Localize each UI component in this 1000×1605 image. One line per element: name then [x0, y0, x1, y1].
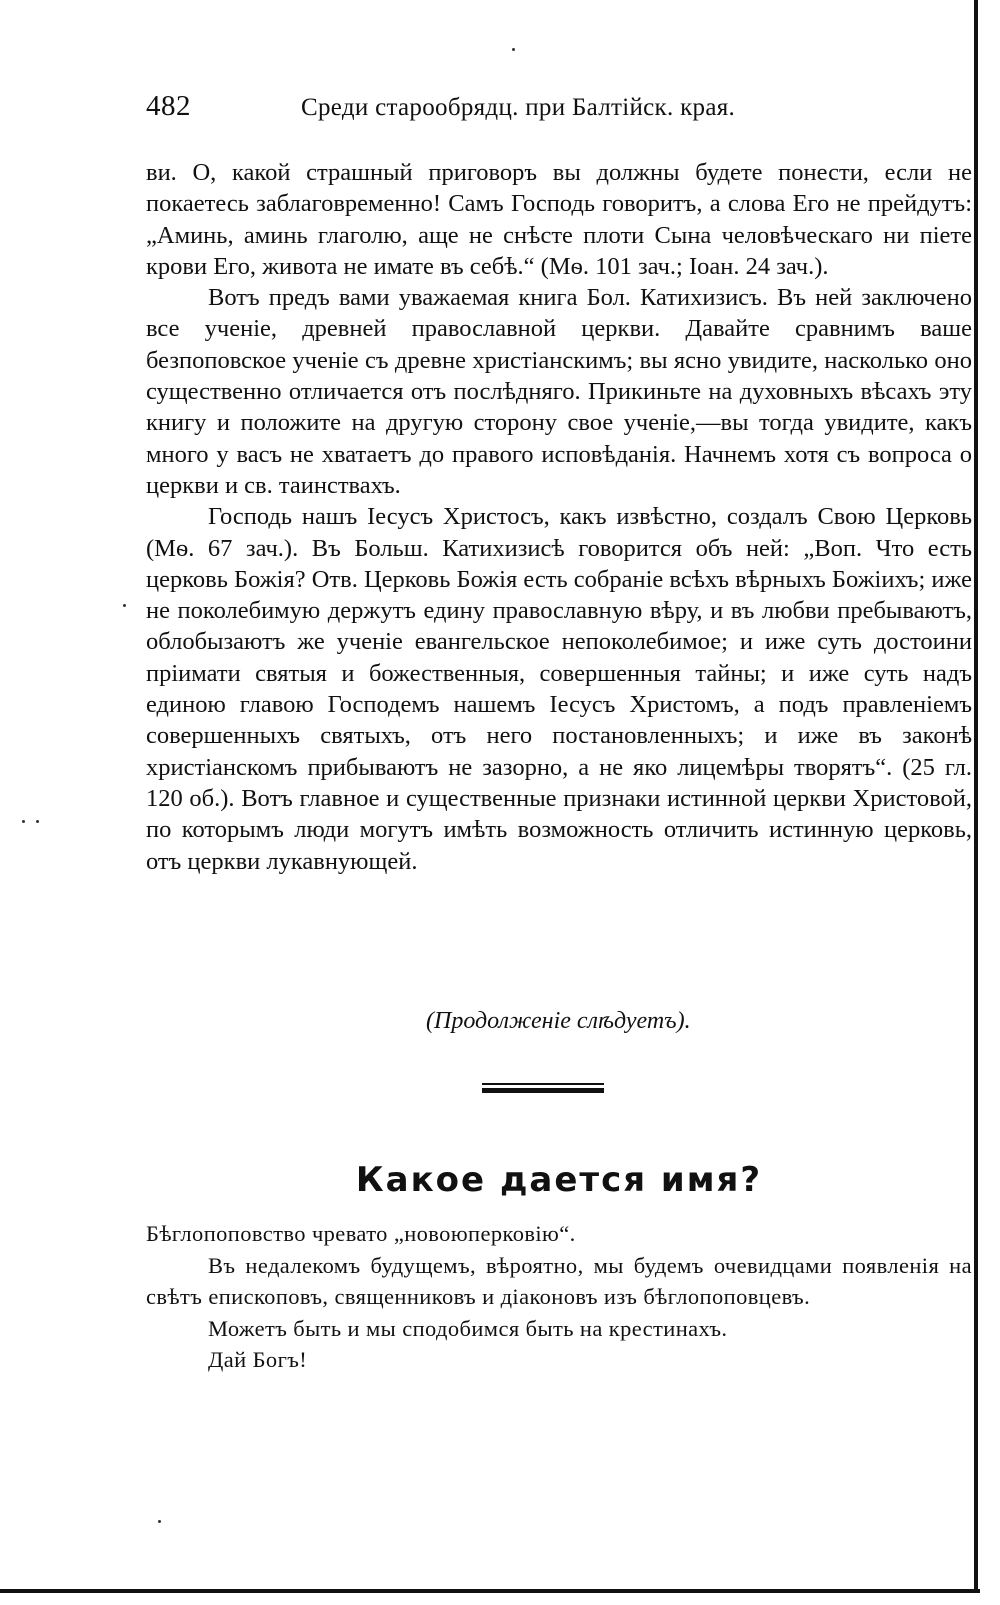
body-paragraph: ви. О, какой страшный приговоръ вы должны будете понести, если не покаетесь заблаговременно! Самъ Господь говоритъ, а слова Его не прейдутъ: „Аминь, аминь глаголю, аще не снѣсте плоти Сына человѣческаго ни піете крови Его, живота не имате въ себѣ.“ (Мѳ. 101 зач.; Іоан. 24 зач.). [146, 159, 972, 280]
body-paragraph: Господь нашъ Іесусъ Христосъ, какъ извѣстно, создалъ Свою Церковь (Мѳ. 67 зач.). Въ Больш. Катихизисѣ говорится объ ней: „Воп. Что есть церковь Божія? Отв. Церковь Божія есть собраніе всѣхъ вѣрныхъ Божіихъ; иже не поколебимую держутъ едину православную вѣру, и въ любви пребываютъ, облобызаютъ же ученіе евангельское непоколебимое; и иже суть достоини пріимати святыя и божественныя, совершенныя тайны; и иже суть надъ единою главою Господемъ нашемъ Іесусъ Христомъ, а подъ правленіемъ совершенныхъ святыхъ, отъ него постановленныхъ; и иже въ законѣ христіанскомъ прибываютъ не зазорно, а не яко лицемѣры творятъ“. (25 гл. 120 об.). Вотъ главное и существенные признаки истинной церкви Христовой, по которымъ люди могутъ имѣть возможность отличить истинную церковь, отъ церкви лукавнующей. [146, 503, 972, 875]
section-paragraph: Дай Богъ! [208, 1347, 308, 1372]
body-paragraph: Вотъ предъ вами уважаемая книга Бол. Катихизисъ. Въ ней заключено все ученіе, древней православной церкви. Давайте сравнимъ ваше безпоповское ученіе съ древне христіанскимъ; вы ясно увидите, насколько оно существенно отличается отъ послѣдняго. Прикиньте на духовныхъ вѣсахъ эту книгу и положите на другую сторону свое ученіе,—вы тогда увидите, какъ много у васъ не хватаетъ до правого исповѣданія. Начнемъ хотя съ вопроса о церкви и св. таинствахъ. [146, 284, 972, 499]
running-title: Среди старообрядц. при Балтійск. края. [301, 94, 736, 121]
scan-speck [158, 1520, 161, 1523]
section-paragraph: Бѣглопоповство чревато „новоюперковію“. [146, 1221, 576, 1246]
scan-speck [123, 604, 126, 607]
page-number: 482 [146, 90, 191, 122]
page-border-bottom [0, 1589, 980, 1593]
separator-rule-thick [482, 1088, 604, 1093]
section-body [146, 1218, 972, 1376]
section-paragraph: Можетъ быть и мы сподобимся быть на крестинахъ. [208, 1315, 728, 1341]
scan-speck [22, 820, 25, 823]
separator-rule-thin [482, 1083, 604, 1085]
page-border-right [974, 0, 978, 1590]
continued-note: (Продолженіе слѣдуетъ). [426, 1008, 691, 1034]
article-body [146, 157, 972, 877]
section-separator [482, 1083, 604, 1095]
scan-speck [512, 48, 515, 51]
scan-speck [36, 820, 39, 823]
section-paragraph: Въ недалекомъ будущемъ, вѣроятно, мы будемъ очевидцами появленія на свѣтъ епископовъ, священниковъ и діаконовъ изъ бѣглопоповцевъ. [146, 1252, 972, 1309]
page-header [146, 90, 976, 130]
section-title: Какое дается имя? [355, 1160, 763, 1200]
